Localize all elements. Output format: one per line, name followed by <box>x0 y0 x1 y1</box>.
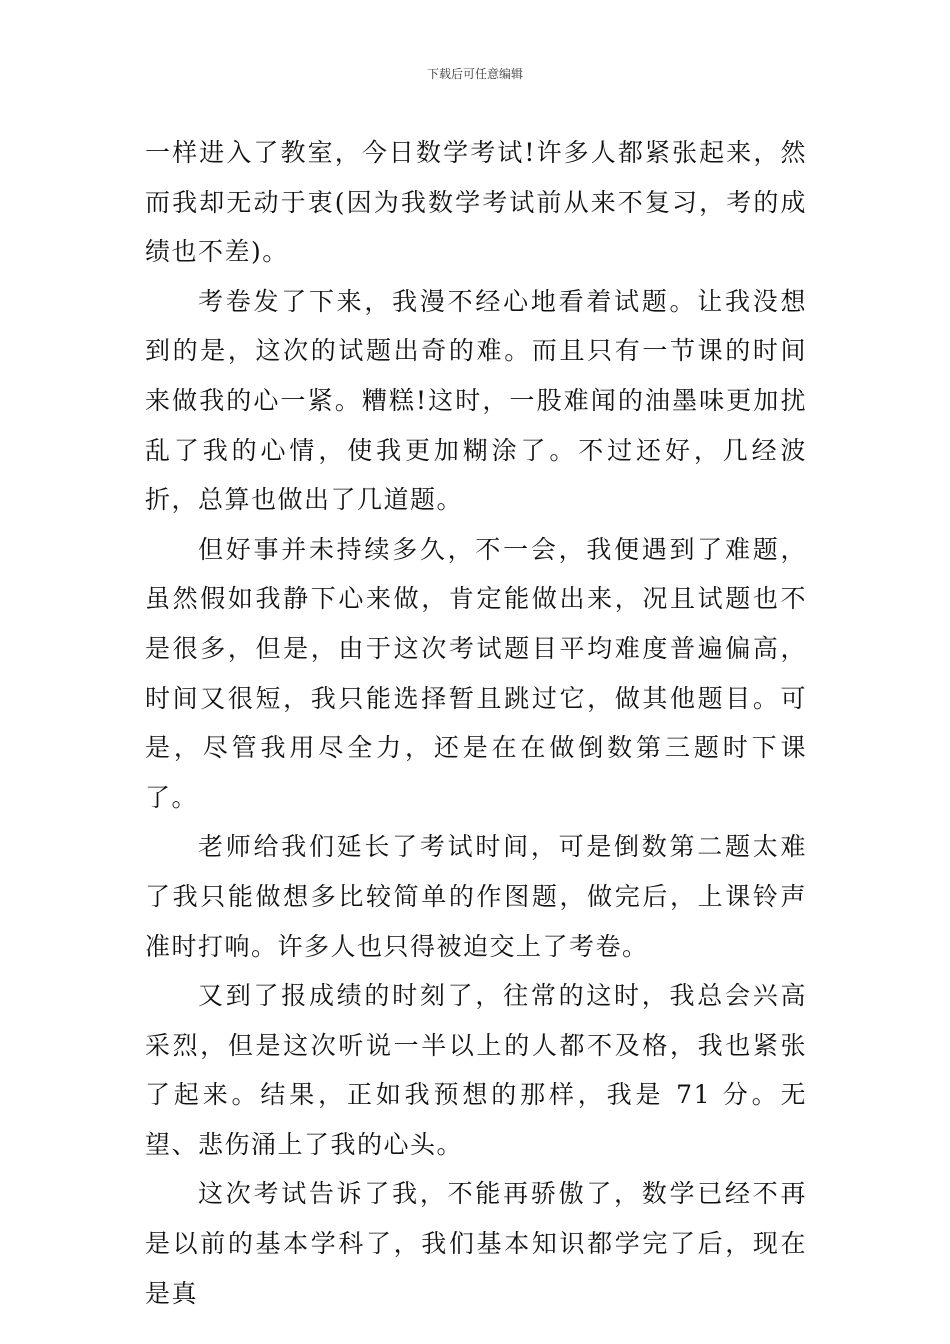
essay-body <box>145 128 807 1318</box>
paragraph-5: 又到了报成绩的时刻了，往常的这时，我总会兴高采烈，但是这次听说一半以上的人都不及格，我也紧张了起来。结果，正如我预想的那样，我是 71 分。无望、悲伤涌上了我的心头。 <box>145 981 807 1159</box>
page-header: 下载后可任意编辑 <box>426 67 523 81</box>
paragraph-3: 但好事并未持续多久，不一会，我便遇到了难题，虽然假如我静下心来做，肯定能做出来，况且试题也不是很多，但是，由于这次考试题目平均难度普遍偏高，时间又很短，我只能选择暂且跳过它，做其他题目。可是，尽管我用尽全力，还是在在做倒数第三题时下课了。 <box>145 534 807 812</box>
paragraph-1: 一样进入了教室，今日数学考试!许多人都紧张起来，然而我却无动于衷(因为我数学考试前从来不复习，考的成绩也不差)。 <box>145 138 807 267</box>
paragraph-6: 这次考试告诉了我，不能再骄傲了，数学已经不再是以前的基本学科了，我们基本知识都学完了后，现在是真 <box>145 1179 807 1308</box>
paragraph-2: 考卷发了下来，我漫不经心地看着试题。让我没想到的是，这次的试题出奇的难。而且只有一节课的时间来做我的心一紧。糟糕!这时，一股难闻的油墨味更加扰乱了我的心情，使我更加糊涂了。不过还好，几经波折，总算也做出了几道题。 <box>145 286 807 515</box>
paragraph-4: 老师给我们延长了考试时间，可是倒数第二题太难了我只能做想多比较简单的作图题，做完后，上课铃声准时打响。许多人也只得被迫交上了考卷。 <box>145 832 807 961</box>
